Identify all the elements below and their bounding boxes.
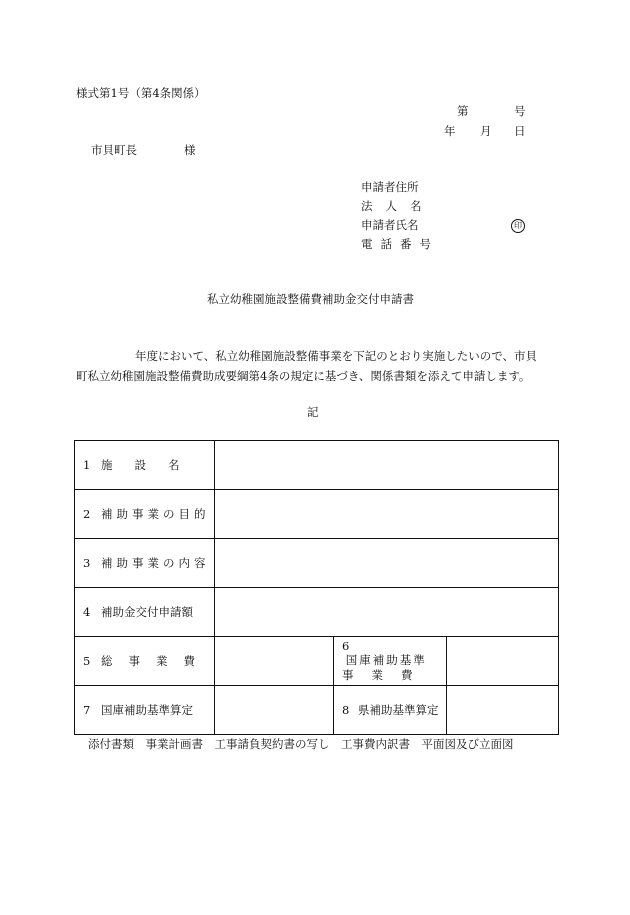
content-label: 補助事業の内容	[101, 556, 210, 570]
row-8-label: 8 県補助基準算定	[334, 686, 447, 735]
date-year: 年	[444, 124, 456, 138]
applicant-corp-name-label: 法人名	[361, 199, 435, 213]
row-1-label: 1 施設名	[75, 441, 215, 490]
national-standard-label-a: 国庫補助基準	[345, 653, 427, 667]
table-row	[75, 637, 559, 686]
seal-icon: 印	[511, 219, 525, 233]
row-3-label: 3 補助事業の内容	[75, 539, 215, 588]
applicant-name-label: 申請者氏名	[361, 218, 419, 232]
row-4-label: 4 補助金交付申請額	[75, 588, 215, 637]
total-cost-label: 総事業費	[101, 654, 211, 668]
ki-heading: 記	[307, 405, 319, 419]
table-row	[75, 588, 559, 637]
recipient-honorific: 様	[184, 143, 196, 157]
facility-name-label: 施設名	[101, 458, 202, 472]
prefectural-calc-label: 県補助基準算定	[358, 703, 439, 717]
table-row	[75, 441, 559, 490]
row-5-label: 5 総事業費	[75, 637, 215, 686]
row-2-label: 2 補助事業の目的	[75, 490, 215, 539]
row-6-label: 6国庫補助基準 事業費	[334, 637, 447, 686]
recipient: 市貝町長	[91, 143, 137, 157]
national-calc-value[interactable]	[215, 686, 334, 735]
row-7-label: 7 国庫補助基準算定	[75, 686, 215, 735]
table-row	[75, 539, 559, 588]
number-label-dai: 第	[457, 104, 469, 118]
attachments-line: 添付書類 事業計画書 工事請負契約書の写し 工事費内訳書 平面図及び立面図	[88, 737, 514, 751]
national-standard-cost-value[interactable]	[447, 637, 559, 686]
purpose-label: 補助事業の目的	[101, 507, 210, 521]
subsidy-amount-value[interactable]	[215, 588, 559, 637]
form-number: 様式第1号（第4条関係）	[76, 86, 206, 100]
applicant-address-label: 申請者住所	[361, 180, 419, 194]
seal-mark	[511, 217, 525, 233]
applicant-phone-label: 電話番号	[361, 237, 439, 251]
purpose-value[interactable]	[215, 490, 559, 539]
date-month: 月	[480, 124, 492, 138]
content-value[interactable]	[215, 539, 559, 588]
national-calc-label: 国庫補助基準算定	[101, 703, 193, 717]
prefectural-calc-value[interactable]	[447, 686, 559, 735]
facility-name-value[interactable]	[215, 441, 559, 490]
body-line-1: 年度において、私立幼稚園施設整備事業を下記のとおり実施したいので、市貝	[135, 349, 538, 363]
number-label-go: 号	[514, 104, 526, 118]
application-table	[74, 440, 559, 735]
subsidy-amount-label: 補助金交付申請額	[101, 605, 193, 619]
national-standard-label-b: 事業費	[342, 668, 431, 682]
document-title: 私立幼稚園施設整備費補助金交付申請書	[207, 292, 414, 306]
body-line-2: 町私立幼稚園施設整備費助成要綱第4条の規定に基づき、関係書類を添えて申請します。	[76, 369, 531, 383]
total-cost-value[interactable]	[215, 637, 334, 686]
date-day: 日	[514, 124, 526, 138]
table-row	[75, 490, 559, 539]
table-row	[75, 686, 559, 735]
